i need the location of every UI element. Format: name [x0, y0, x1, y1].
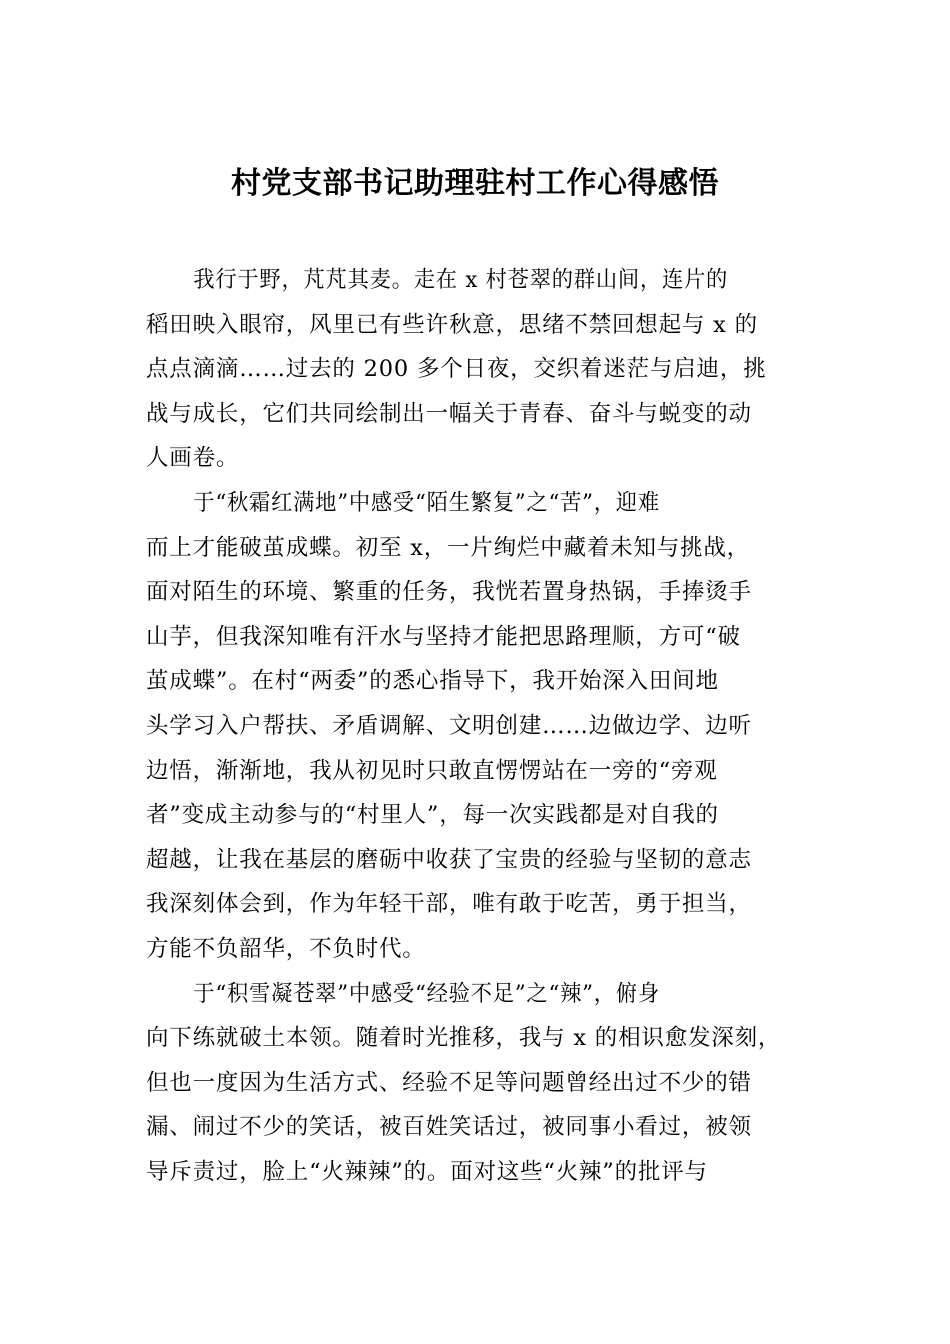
text-line: 点点滴滴……过去的 200 多个日夜，交织着迷茫与启迪，挑 [146, 356, 767, 383]
text-line: 面对陌生的环境、繁重的任务，我恍若置身热锅，手捧烫手 [146, 579, 752, 606]
text-line: 于“积雪凝苍翠”中感受“经验不足”之“辣”，俯身 [193, 980, 660, 1007]
text-line: 导斥责过，脸上“火辣辣”的。面对这些“火辣”的批评与 [146, 1158, 708, 1185]
text-line: 者”变成主动参与的“村里人”，每一次实践都是对自我的 [146, 802, 719, 829]
paragraph-2 [146, 481, 808, 972]
text-line: 方能不负韶华，不负时代。 [146, 935, 426, 962]
text-line: 稻田映入眼帘，风里已有些许秋意，思绪不禁回想起与 x 的 [146, 311, 758, 338]
text-line: 但也一度因为生活方式、经验不足等问题曾经出过不少的错 [146, 1069, 752, 1096]
document-title: 村党支部书记助理驻村工作心得感悟 [231, 166, 719, 201]
text-line: 于“秋霜红满地”中感受“陌生繁复”之“苦”，迎难 [193, 489, 660, 516]
paragraph-3 [146, 972, 808, 1195]
text-line: 头学习入户帮扶、矛盾调解、文明创建……边做边学、边听 [146, 712, 752, 739]
text-line: 漏、闹过不少的笑话，被百姓笑话过，被同事小看过，被领 [146, 1114, 752, 1141]
text-line: 我行于野，芃芃其麦。走在 x 村苍翠的群山间，连片的 [193, 267, 729, 293]
text-line: 战与成长，它们共同绘制出一幅关于青春、奋斗与蜕变的动 [146, 400, 752, 427]
text-line: 而上才能破茧成蝶。初至 x，一片绚烂中藏着未知与挑战， [146, 534, 750, 561]
text-line: 超越，让我在基层的磨砺中收获了宝贵的经验与坚韧的意志 [146, 846, 752, 873]
document-body [146, 258, 808, 1194]
text-line: 人画卷。 [146, 445, 240, 472]
text-line: 向下练就破土本领。随着时光推移，我与 x 的相识愈发深刻， [146, 1025, 782, 1052]
text-line: 我深刻体会到，作为年轻干部，唯有敢于吃苦，勇于担当， [146, 891, 752, 918]
text-line: 山芋，但我深知唯有汗水与坚持才能把思路理顺，方可“破 [146, 623, 741, 650]
text-line: 茧成蝶”。在村“两委”的悉心指导下，我开始深入田间地 [146, 668, 719, 695]
text-line: 边悟，渐渐地，我从初见时只敢直愣愣站在一旁的“旁观 [146, 757, 718, 784]
paragraph-1 [146, 258, 808, 481]
